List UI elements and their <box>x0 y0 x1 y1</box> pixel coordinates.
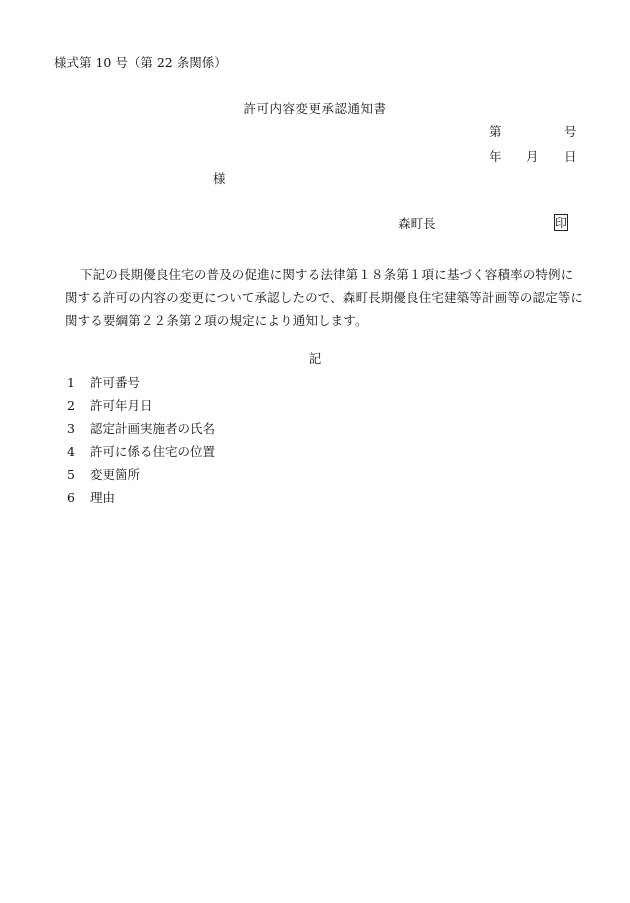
item-number: 3 <box>67 421 75 436</box>
item-label: 認定計画実施者の氏名 <box>90 421 216 436</box>
date-year-label: 年 <box>489 149 502 164</box>
seal-mark: 印 <box>555 215 568 230</box>
item-number: 1 <box>67 375 75 390</box>
body-paragraph: 下記の長期優良住宅の普及の促進に関する法律第１８条第１項に基づく容積率の特例に関する許可の内容の変更について承認したので、森町長期優良住宅建築等計画等の認定等に関する要綱第２２条第２項の規定により通知します。 <box>65 267 584 328</box>
issue-number-prefix: 第 <box>489 124 502 139</box>
addressee-honorific: 様 <box>213 171 226 186</box>
document-title: 許可内容変更承認通知書 <box>243 101 387 116</box>
date-month-label: 月 <box>526 149 539 164</box>
item-number: 5 <box>67 467 75 482</box>
note-heading: 記 <box>308 351 322 366</box>
date-day-label: 日 <box>564 149 577 164</box>
issue-number-suffix: 号 <box>564 124 577 139</box>
item-label: 変更箇所 <box>90 467 141 482</box>
item-label: 理由 <box>90 490 116 505</box>
form-number: 様式第 10 号（第 22 条関係） <box>54 55 227 70</box>
item-number: 4 <box>67 444 75 459</box>
item-label: 許可番号 <box>90 375 141 390</box>
item-number: 6 <box>67 490 75 505</box>
item-number: 2 <box>67 398 75 413</box>
item-label: 許可年月日 <box>90 398 153 413</box>
issuer-name: 森町長 <box>398 216 436 231</box>
item-label: 許可に係る住宅の位置 <box>90 444 216 459</box>
